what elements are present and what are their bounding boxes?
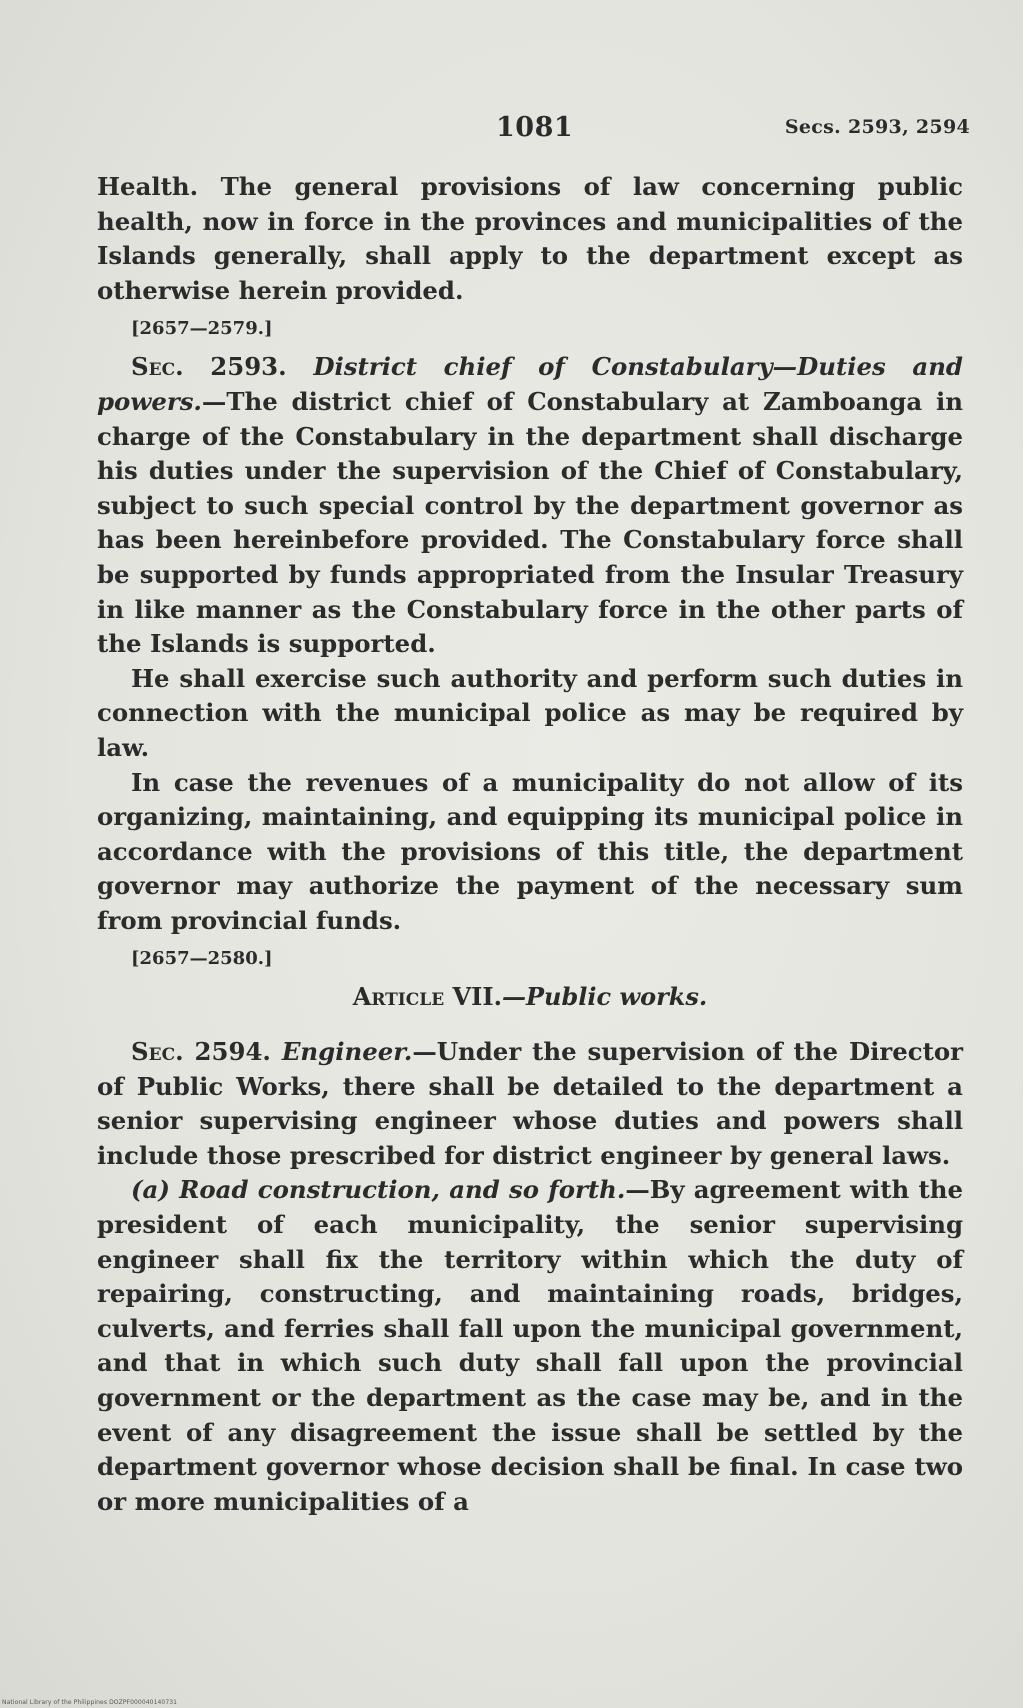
subsection-a-text: —By agreement with the president of each municipality, the senior supervising engineer shall fix the territory within which the duty of repairing, constructing, and maintaining roads, bridges, culverts, and ferries shall fall upon the municipal government, and that in which such duty shall fall upon the provincial government or the department as the case may be, and in the event of any disagreement the issue shall be settled by the department governor whose decision shall be final. In case two or more municipalities of a	[97, 1175, 963, 1516]
citation-2657-2580: [2657—2580.]	[131, 948, 273, 970]
health-paragraph: Health. The general provisions of law concerning public health, now in force in the provinces and municipalities of the Islands generally, shall apply to the department except as otherwise herein provided.	[97, 172, 963, 305]
running-head: Secs. 2593, 2594	[784, 116, 970, 138]
sec-2593-text: —The district chief of Constabulary at Zamboanga in charge of the Constabulary in the department shall discharge his duties under the supervision of the Chief of Constabulary, subject to such special control by the department governor as has been hereinbefore provided. The Constabulary force shall be supported by funds appropriated from the Insular Treasury in like manner as the Constabulary force in the other parts of the Islands is supported.	[97, 386, 963, 659]
page-body	[97, 170, 963, 1519]
sec-2593-paragraph	[97, 350, 963, 661]
sec-2593-paragraph-3: In case the revenues of a municipality do not allow of its organizing, maintaining, and equipping its municipal police in accordance with the provisions of this title, the department governor may authorize the payment of the necessary sum from provincial funds.	[97, 767, 963, 935]
scan-credit: National Library of the Philippines DOZPF000040140731	[2, 1699, 178, 1706]
sec-2594-text: —Under the supervision of the Director of Public Works, there shall be detailed to the department a senior supervising engineer whose duties and powers shall include those prescribed for district engineer by general laws.	[97, 1037, 963, 1170]
sec-2593-paragraph-2: He shall exercise such authority and perform such duties in connection with the municipal police as may be required by law.	[97, 663, 963, 762]
subsection-a-label: (a)	[131, 1175, 170, 1205]
page-number: 1081	[496, 112, 574, 143]
page-header	[0, 112, 1023, 152]
article-title: —Public works.	[501, 982, 708, 1012]
subsection-a-heading: Road construction, and so forth.	[179, 1175, 626, 1205]
citation-2657-2579: [2657—2579.]	[131, 318, 273, 340]
sec-2594-label: Sec. 2594.	[131, 1037, 271, 1067]
sec-2594-heading: Engineer.	[281, 1037, 413, 1067]
sec-2593-label: Sec. 2593.	[131, 352, 287, 382]
sec-2593-heading: District chief of Constabulary—Duties and powers.	[97, 352, 963, 416]
article-label: Article VII.	[352, 982, 502, 1012]
subsection-a-paragraph	[97, 1173, 963, 1519]
sec-2594-paragraph	[97, 1035, 963, 1173]
article-vii-heading	[97, 980, 963, 1015]
